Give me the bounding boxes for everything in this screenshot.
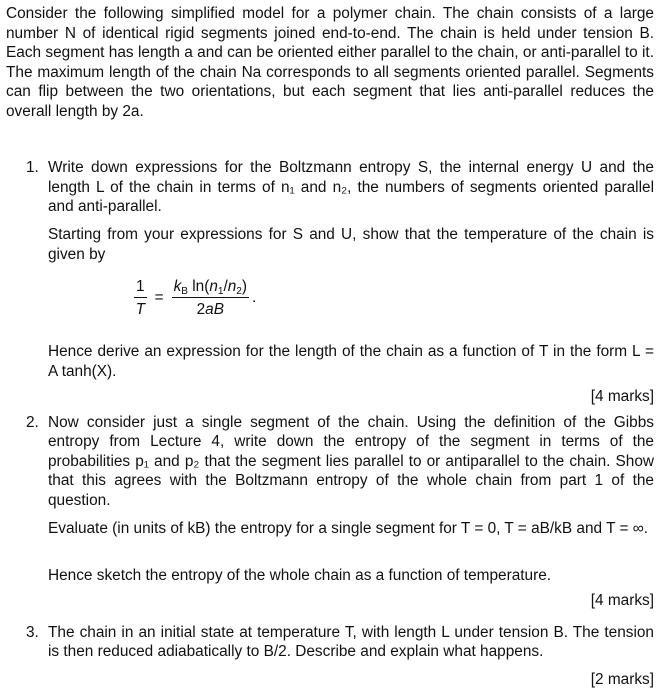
temperature-formula [134,272,654,324]
marks-label: [4 marks] [590,592,654,610]
question-1 [6,158,654,407]
problem-sheet [6,4,654,689]
intro-paragraph: Consider the following simplified model for a polymer chain. The chain consists of a large number N of identical rigid segments joined end-to-end. The chain is held under tension B. Each segment has length a and can be oriented either parallel to the chain, or anti-parallel to it. The maximum length of the chain Na corresponds to all segments oriented parallel. Segments can flip between the two orientations, but each segment that lies anti-parallel reduces the overall length by 2a. [6,5,654,120]
equals-sign: = [154,289,164,307]
marks-label: [2 marks] [590,670,654,688]
question-number: 3. [26,623,39,641]
question-1-part-b: Starting from your expressions for S and U, show that the temperature of the chain is given by [48,226,654,263]
question-2-part-a: Now consider just a single segment of the chain. Using the definition of the Gibbs entropy from Lecture 4, write down the entropy of the segment in terms of the probabilities p₁ and p₂ that the segment lies parallel to or antiparallel to the chain. Show that this agrees with the Boltzmann entropy of the whole chain from part 1 of the question. [48,413,654,509]
question-3-part-a: The chain in an initial state at temperature T, with length L under tension B. The tension is then reduced adiabatically to B/2. Describe and explain what happens. [48,623,654,661]
question-1-part-a: Write down expressions for the Boltzmann entropy S, the internal energy U and the length L of the chain in terms of n₁ and n₂, the numbers of segments oriented parallel and anti-parallel. [48,159,654,216]
question-number: 1. [26,159,39,176]
marks-label: [4 marks] [590,388,654,405]
question-2-part-c: Hence sketch the entropy of the whole chain as a function of temperature. [48,566,552,584]
question-2-part-b: Evaluate (in units of kB) the entropy for a single segment for T = 0, T = aB/kB and T = ∞. [48,519,649,537]
formula-period: . [252,289,257,307]
question-2 [6,413,654,611]
question-1-part-c: Hence derive an expression for the length of the chain as a function of T in the form L = A tanh(X). [48,343,654,380]
rhs-fraction: $\frac{k_B \ln(n_1/n_2)}{2aB}$ [173,278,247,318]
question-number: 2. [26,413,39,431]
lhs-fraction: $\frac{1}{T}$ [135,278,145,318]
question-3 [6,623,654,690]
